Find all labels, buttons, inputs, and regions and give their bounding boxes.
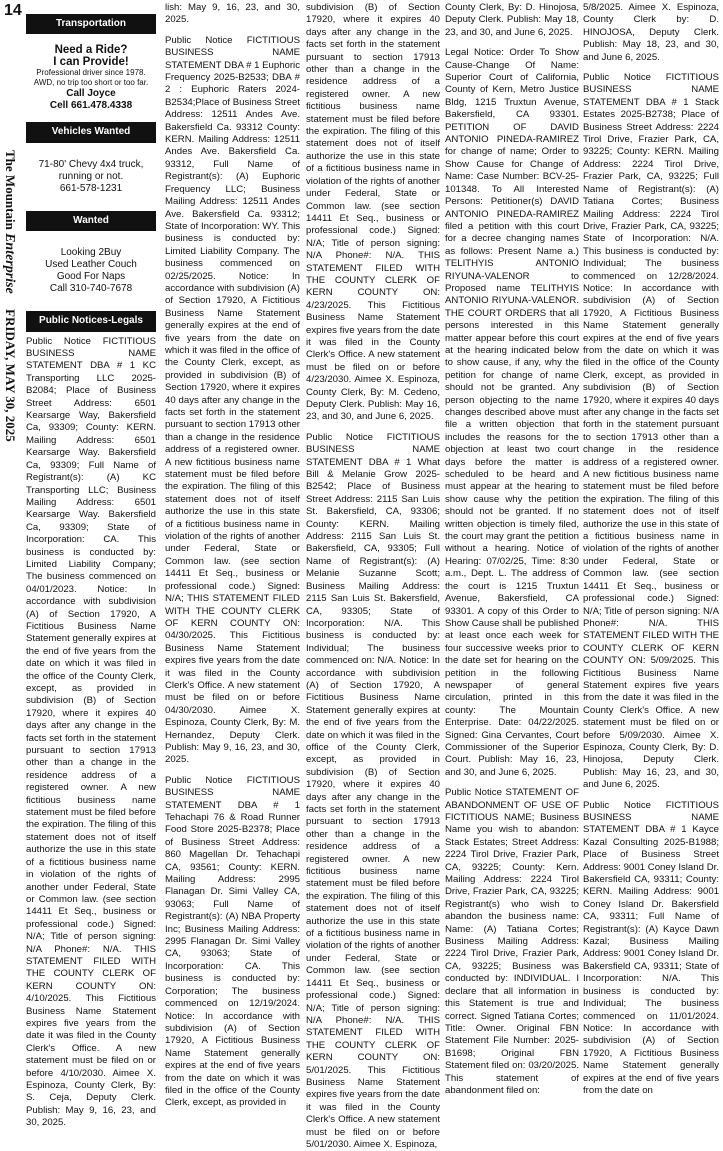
notice-kc-transporting: Public Notice FICTITIOUS BUSINESS NAME STATEMENT DBA # 1 KC Transporting LLC 2025-B2084; Place of Business Street Address: 6501 Kearsarge Way, Bakersfield Ca, 93309; County: KERN. Mailing Address: 6501 Kearsarge Way. Bakersfield Ca, 93309; Full Name of Registrant(s): (A) KC Transporting LLC; Business Mailing Address: 6501 Kearsarge Way. Bakersfield Ca, 93309; State of Incorporation: CA. This business is conducted by: Limited Liability Company; The business commenced on 04/01/2023. Notice: In accordance with subdivision (A) of Section 17920, A Fictitious Business Name Statement generally expires at the end of five years from the date on which it was filed in the office of the County Clerk, except, as provided in subdivision (B) of Section 17920, where it expires 40 days after any change in the facts set forth in the statement pursuant to section 17913 other than a change in the residence address of a registered owner. A new fictitious business name statement must be filed before the expiration. The filing of this statement does not of itself authorize the use in this state of a fictitious business name in violation of the rights of another under Federal, State or Common law. (see section 14411 Et Seq., business or professional code.) Signed: N/A; Title of person signing: N/A Phone#: N/A. THIS STATEMENT FILED WITH THE COUNTY CLERK OF KERN COUNTY ON: 4/10/2025. This Fictitious Business Name Statement expires five years from the date it was filed in the County Clerk's Office. A new statement must be filed on or before 4/10/2030. Aimee X. Espinoza, County Clerk, By: S. Ceja, Deputy Clerk. Publish: May 9, 16, 23, and 30, 2025.	[26, 335, 156, 1129]
notice-continuation: County Clerk, By: D. Hinojosa, Deputy Clerk. Publish: May 18, 23, and 30, and June 6, 2025.	[445, 2, 579, 38]
ad-ride	[26, 38, 156, 118]
ad-vehicle-line: 71-80' Chevy 4x4 truck,	[38, 158, 144, 170]
ad-wanted-line: Used Leather Couch	[45, 259, 137, 271]
notice-stack-estates: Public Notice FICTITIOUS BUSINESS NAME STATEMENT DBA # 1 Stack Estates 2025-B2738; Place of Business Street Address: 2224 Tirol Drive, Frazier Park, CA, 93225; County: KERN. Mailing Address: 2224 Tirol Drive, Frazier Park, CA, 93225; Full Name of Registrant(s): (A) Tatiana Cortes; Business Mailing Address: 2224 Tirol Drive, Frazier Park, CA, 93225; State of Incorporation: N/A. This business is conducted by: Individual; The business commenced on 12/28/2024. Notice: In accordance with subdivision (A) of Section 17920, A Fictitious Business Name Statement generally expires at the end of five years from the date on which it was filed in the office of the County Clerk, except, as provided in subdivision (B) of Section 17920, where it expires 40 days after any change in the facts set forth in the statement pursuant to section 17913 other than a change in the residence address of a registered owner. A new fictitious business name statement must be filed before the expiration. The filing of this statement does not of itself authorize the use in this state of a fictitious business name in violation of the rights of another under Federal, State or Common law. (see section 14411 Et Seq., business or professional code.) Signed: N/A; Title of person signing: N/A Phone#: N/A. THIS STATEMENT FILED WITH THE COUNTY CLERK OF KERN COUNTY ON: 5/09/2025. This Fictitious Business Name Statement expires five years from the date it was filed in the County Clerk's Office. A new statement must be filed on or before 5/09/2030. Aimee X. Espinoza, County Clerk, By: D. Hinojosa, Deputy Clerk. Publish: May 16, 23, and 30, and June 6, 2025.	[583, 72, 719, 791]
ad-ride-line: Need a Ride?	[54, 44, 128, 57]
notice-continuation: lish: May 9, 16, 23, and 30, 2025.	[165, 2, 300, 26]
notice-continuation: 5/8/2025. Aimee X. Espinoza, County Clerk by: D. HINOJOSA, Deputy Clerk. Publish: May 18, 23, and 30, and June 6, 2025.	[583, 2, 719, 63]
column-4	[445, 0, 579, 1096]
ad-wanted	[26, 235, 156, 307]
notice-tehachapi-76: Public Notice FICTITIOUS BUSINESS NAME STATEMENT DBA # 1 Tehachapi 76 & Road Runner Food Store 2025-B2378; Place of Business Street Address: 860 Magellan Dr. Tehachapi CA, 93561; County: KERN. Mailing Address: 2995 Flanagan Dr. Simi Valley CA, 93063; Full Name of Registrant(s): (A) NBA Property Inc; Business Mailing Address: 2995 Flanagan Dr. Simi Valley CA, 93063; State of Incorporation: CA. This business is conducted by: Corporation; The business commenced on 12/19/2024. Notice: In accordance with subdivision (A) of Section 17920, A Fictitious Business Name Statement generally expires at the end of five years from the date on which it was filed in the office of the County Clerk, except, as provided in	[165, 774, 300, 1109]
masthead-vertical	[4, 150, 22, 450]
page-number: 14	[4, 2, 22, 19]
notice-what-bill-melanie-grow: Public Notice FICTITIOUS BUSINESS NAME STATEMENT DBA # 1 What Bill & Melanie Grow 2025-B2542; Place of Business Street Address: 2115 San Luis St. Bakersfield, CA, 93306; County: KERN. Mailing Address: 2115 San Luis St. Bakersfield, CA, 93305; Full Name of Registrant(s): (A) Melanie Suzanne Scott; Business Mailing Address: 2115 San Luis St. Bakersfield, CA, 93305; State of Incorporation: N/A. This business is conducted by: Individual; The business commenced on: N/A. Notice: In accordance with subdivision (A) of Section 17920, A Fictitious Business Name Statement generally expires at the end of five years from the date on which it was filed in the office of the County Clerk, except, as provided in subdivision (B) of Section 17920, where it expires 40 days after any change in the facts set forth in the statement pursuant to section 17913 other than a change in the residence address of a registered owner. A new fictitious business name statement must be filed before the expiration. The filing of this statement does not of itself authorize the use in this state of a fictitious business name in violation of the rights of another under Federal, State or Common law. (see section 14411 Et Seq., business or professional code.) Signed: N/A; Title of person signing: N/A Phone#: N/A. THIS STATEMENT FILED WITH THE COUNTY CLERK OF KERN COUNTY ON: 5/01/2025. This Fictitious Business Name Statement expires five years from the date it was filed in the County Clerk's Office. A new statement must be filed on or before 5/01/2030. Aimee X. Espinoza,	[306, 431, 440, 1150]
paper-brand: Enterprise	[2, 233, 17, 294]
ad-ride-line: Call Joyce	[66, 88, 116, 100]
ad-wanted-line: Good For Naps	[56, 271, 126, 283]
notice-change-of-name: Legal Notice: Order To Show Cause-Change Of Name: Superior Court of California, County of Kern, Metro Justice Bldg, 1215 Truxtun Avenue, Bakersfield, CA 93301. PETITION OF DAVID ANTONIO PINEDA-RAMIREZ for change of name; Order to Show Cause for Change of Name: Case Number: BCV-25-101348. To All Interested Persons: Petitioner(s) DAVID ANTONIO PINEDA-RAMIREZ filed a petition with this court for a decree changing names as follows: Present Name a.) TELITHYIS ANTONIO RIYUNA-VALENOR to Proposed name TELITHYIS ANTONIO RIYUNA-VALENOR. THE COURT ORDERS that all persons interested in this matter appear before this court at the hearing indicated below to show cause, if any, why the petition for change of name should not be granted. Any person objecting to the name changes described above must file a written objection that includes the reasons for the objection at least two court days before the matter is scheduled to be heard and must appear at the hearing to show cause why the petition should not be granted. If no written objection is timely filed, the court may grant the petition without a hearing. Notice of Hearing: 07/02/25, Time: 8:30 a.m., Dept. L. The address of the court is 1215 Truxtun Avenue, Bakersfield, CA 93301. A copy of this Order to Show Cause shall be published at least once each week for four successive weeks prior to the date set for hearing on the petition in the following newspaper of general circulation, printed in this county: The Mountain Enterprise. Date: 04/22/2025. Signed: Gina Cervantes, Court Commissioner of the Superior Court. Publish: May 16, 23, and 30, and June 6, 2025.	[445, 47, 579, 778]
ad-ride-line: Professional driver since 1978.	[36, 68, 146, 78]
section-header-vehicles: Vehicles Wanted	[26, 122, 156, 142]
ad-ride-line: AWD, no trip too short or too far.	[33, 78, 149, 88]
column-2	[165, 0, 300, 1109]
paper-name: The Mountain	[3, 150, 18, 230]
column-3	[306, 0, 440, 1150]
section-header-legals: Public Notices-Legals	[26, 311, 156, 331]
notice-abandonment: Public Notice STATEMENT OF ABANDONMENT OF USE OF FICTITIOUS NAME; Business Name you wish to abandon: Stack Estates; Street Address: 2224 Tirol Drive, Frazier Park, CA, 93225; County: Kern. Mailing Address: 2224 Tirol Drive, Frazier Park, CA, 93225; Registrant(s) who wish to abandon the business name: Name: (A) Tatiana Cortes; Business Mailing Address: 2224 Tirol Drive, Frazier Park, CA, 93225; Business was conducted by: INDIVIDUAL. I declare that all information in this Statement is true and correct. Signed Tatiana Cortes; Title: Owner. Original FBN Statement File Number: 2025-B1698; Original FBN Statement filed on: 03/20/2025. This statement of abandonment filed on:	[445, 787, 579, 1096]
column-1	[26, 0, 156, 1129]
ad-vehicle-line: 661-578-1231	[59, 182, 123, 194]
section-header-transportation: Transportation	[26, 14, 156, 34]
ad-vehicle-line: running or not.	[58, 170, 124, 182]
notice-euphoric-frequency: Public Notice FICTITIOUS BUSINESS NAME STATEMENT DBA # 1 Euphoric Frequency 2025-B2533; DBA # 2 : Euphoric Raters 2024-B2534;Place of Business Street Address: 12511 Andes Ave. Bakersfield Ca. 93312 County: KERN. Mailing Address: 12511 Andes Ave. Bakersfield Ca. 93312, Full Name of Registrant(s): (A) Euphoric Frequency LLC; Business Mailing Address: 12511 Andes Ave. Bakersfield Ca. 93312; State of Incorporation: WY. This business is conducted by: Limited Liability Company. The business commenced on 02/25/2025. Notice: In accordance with subdivision (A) of Section 17920, A Fictitious Business Name Statement generally expires at the end of five years from the date on which it was filed in the office of the County Clerk, except, as provided in subdivision (B) of Section 17920, where it expires 40 days after any change in the facts set forth in the statement pursuant to section 17913 other than a change in the residence address of a registered owner. A new fictitious business name statement must be filed before the expiration. The filing of this statement does not of itself authorize the use in this state of a fictitious business name in violation of the rights of another under Federal, State or Common law. (see section 14411 Et Seq., business or professional code.) Signed: N/A; THIS STATEMENT FILED WITH THE COUNTY CLERK OF KERN COUNTY ON: 04/30/2025. This Fictitious Business Name Statement expires five years from the date it was filed in the County Clerk's Office. A new statement must be filed on or before 04/30/2030. Aimee X. Espinoza, County Clerk, By: M. Hernandez, Deputy Clerk. Publish: May 9, 16, 23, and 30, 2025.	[165, 34, 300, 766]
ad-wanted-line: Call 310-740-7678	[49, 283, 133, 295]
ad-wanted-line: Looking 2Buy	[60, 247, 122, 259]
section-header-wanted: Wanted	[26, 211, 156, 231]
column-5	[583, 0, 719, 1096]
notice-kayce-kazal: Public Notice FICTITIOUS BUSINESS NAME STATEMENT DBA # 1 Kayce Kazal Consulting 2025-B1988; Place of Business Street Address: 9001 Coney Island Dr. Bakersfield CA, 93311; County: KERN. Mailing Address: 9001 Coney Island Dr. Bakersfield CA, 93311; Full Name of Registrant(s): (A) Kayce Dawn Kazal; Business Mailing Address: 9001 Coney Island Dr. Bakersfield CA, 93311; State of Incorporation: N/A. This business is conducted by: Individual; The business commenced on 11/01/2024. Notice: In accordance with subdivision (A) of Section 17920, A Fictitious Business Name Statement generally expires at the end of five years from the date on	[583, 799, 719, 1096]
ad-vehicle	[26, 147, 156, 207]
notice-continuation: subdivision (B) of Section 17920, where it expires 40 days after any change in the facts set forth in the statement pursuant to section 17913 other than a change in the residence address of a registered owner. A new fictitious business name statement must be filed before the expiration. The filing of this statement does not of itself authorize the use in this state of a fictitious business name in violation of the rights of another under Federal, State or Common law. (see section 14411 Et Seq., business or professional code.) Signed: N/A; Title of person signing: N/A Phone#: N/A. THIS STATEMENT FILED WITH THE COUNTY CLERK OF KERN COUNTY ON: 4/23/2025. This Fictitious Business Name Statement expires five years from the date it was filed in the County Clerk's Office. A new statement must be filed on or before 4/23/2030. Aimee X. Espinoza, County Clerk, By: M. Cedeno, Deputy Clerk. Publish: May 16, 23, and 30, and June 6, 2025.	[306, 2, 440, 423]
ad-ride-line: Cell 661.478.4338	[49, 100, 133, 112]
issue-date: FRIDAY, MAY 30, 2025	[3, 309, 18, 442]
ad-ride-line: I can Provide!	[53, 56, 129, 69]
